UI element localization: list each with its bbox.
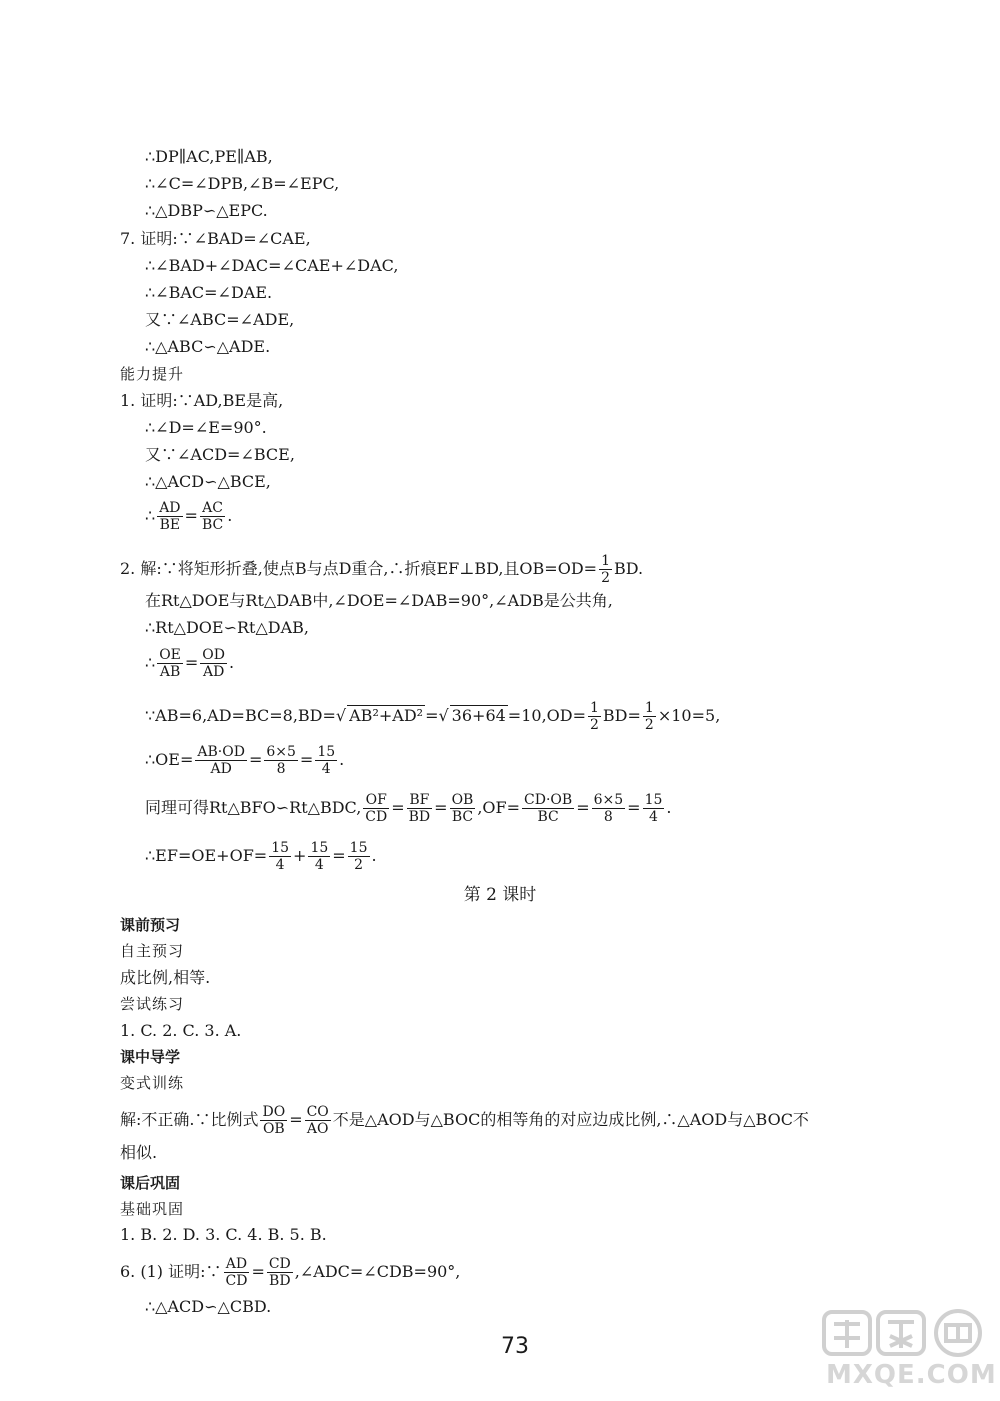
fraction: $\frac{15}{4}$ (271, 840, 290, 873)
lesson-title: 第 2 课时 (463, 885, 537, 905)
fraction: $\frac{1}{2}$ (644, 700, 654, 733)
square-root: AB²+AD² (349, 706, 424, 725)
fraction: $\frac{15}{4}$ (310, 840, 329, 873)
formula-line: ∴ $\frac{AD}{BE}$ = $\frac{AC}{BC}$ . (145, 500, 233, 533)
formula-line: ∴OE= $\frac{AB\cdot OD}{AD}$ = $\frac{6\times 5}{8}$ = $\frac{15}{4}$ . (145, 744, 345, 777)
text-line: 1. C. 2. C. 3. A. (120, 1021, 242, 1040)
fraction: $\frac{BF}{BD}$ (408, 792, 431, 825)
subsection-label: 基础巩固 (120, 1200, 185, 1218)
text-line: 相似. (120, 1143, 158, 1162)
formula-line: 6. (1) 证明:∵ $\frac{AD}{CD}$ = $\frac{CD}{BD}$ ,∠ADC=∠CDB=90°, (120, 1256, 461, 1289)
fraction: $\frac{DO}{OB}$ (262, 1104, 286, 1137)
fraction: $\frac{CO}{AO}$ (306, 1104, 329, 1137)
fraction: $\frac{AD}{CD}$ (225, 1256, 248, 1289)
text-line: 在Rt△DOE与Rt△DAB中,∠DOE=∠DAB=90°,∠ADB是公共角, (145, 591, 613, 610)
text-line: 1. 证明:∵AD,BE是高, (120, 391, 284, 410)
text-line: ∴∠BAC=∠DAE. (145, 283, 273, 302)
fraction: $\frac{15}{2}$ (349, 840, 368, 873)
fraction: $\frac{1}{2}$ (590, 700, 599, 733)
fraction: $\frac{6\times 5}{8}$ (266, 744, 296, 777)
text-line: 7. 证明:∵∠BAD=∠CAE, (120, 229, 311, 248)
subsection-label: 自主预习 (120, 942, 185, 960)
section-heading: 课中导学 (120, 1048, 181, 1066)
formula-line: ∵AB=6,AD=BC=8,BD=√ AB²+AD² =√ 36+64 =10,OD= $\frac{1}{2}$ BD= $\frac{1}{2}$ ×10=5, (145, 700, 721, 733)
text-line: ∴∠D=∠E=90°. (145, 418, 267, 437)
formula-line: 解:不正确.∵比例式 $\frac{DO}{OB}$ = $\frac{CO}{AO}$ 不是△AOD与△BOC的相等角的对应边成比例,∴△AOD与△BOC不 (120, 1104, 809, 1137)
fraction: $\frac{15}{4}$ (644, 792, 663, 825)
fraction: $\frac{CD}{BD}$ (268, 1256, 291, 1289)
subsection-label: 能力提升 (120, 365, 185, 383)
fraction: $\frac{AB\cdot OD}{AD}$ (197, 744, 245, 777)
square-root: 36+64 (451, 706, 506, 725)
formula-line: ∴ $\frac{OE}{AB}$ = $\frac{OD}{AD}$ . (145, 647, 235, 680)
section-heading: 课前预习 (120, 916, 181, 934)
text-line: ∴△ACD∽△BCE, (145, 472, 271, 491)
formula-line: 同理可得Rt△BFO∽Rt△BDC, $\frac{OF}{CD}$ = $\frac{BF}{BD}$ = $\frac{OB}{BC}$ ,OF= $\frac{CD\cdot OB}{BC}$ = $\frac{6\times 5}{8}$ = $\frac{15}{4}$ . (145, 792, 672, 825)
fraction: $\frac{CD\cdot OB}{BC}$ (524, 792, 573, 825)
text-line: ∴△ABC∽△ADE. (145, 337, 271, 356)
fraction: $\frac{AC}{BC}$ (201, 500, 224, 533)
fraction: $\frac{OE}{AB}$ (159, 647, 181, 680)
fraction: $\frac{1}{2}$ (601, 553, 610, 586)
watermark-logo-icon (822, 1308, 992, 1358)
text-line: ∴△DBP∽△EPC. (145, 201, 268, 220)
formula-line: ∴EF=OE+OF= $\frac{15}{4}$ + $\frac{15}{4}$ = $\frac{15}{2}$ . (145, 840, 377, 873)
text-line: ∴∠BAD+∠DAC=∠CAE+∠DAC, (145, 256, 399, 275)
fraction: $\frac{OB}{BC}$ (451, 792, 474, 825)
watermark-text: MXQE.COM (826, 1360, 997, 1390)
fraction: $\frac{OD}{AD}$ (202, 647, 225, 680)
text-line: ∴Rt△DOE∽Rt△DAB, (145, 618, 309, 637)
text-line: 1. B. 2. D. 3. C. 4. B. 5. B. (120, 1225, 327, 1244)
section-heading: 课后巩固 (120, 1174, 181, 1192)
text-line: ∴DP∥AC,PE∥AB, (145, 147, 273, 166)
watermark (822, 1308, 997, 1393)
text-line: 又∵∠ABC=∠ADE, (145, 310, 295, 329)
text-line: 成比例,相等. (120, 968, 211, 987)
fraction: $\frac{AD}{BE}$ (159, 500, 181, 533)
text-line: 又∵∠ACD=∠BCE, (145, 445, 295, 464)
subsection-label: 变式训练 (120, 1074, 185, 1092)
formula-line: 2. 解:∵将矩形折叠,使点B与点D重合,∴折痕EF⊥BD,且OB=OD= $\frac{1}{2}$ BD. (120, 553, 644, 586)
fraction: $\frac{15}{4}$ (317, 744, 336, 777)
page-number: 73 (501, 1334, 529, 1359)
fraction: $\frac{6\times 5}{8}$ (593, 792, 624, 825)
subsection-label: 尝试练习 (120, 995, 185, 1013)
text-line: ∴△ACD∽△CBD. (145, 1297, 272, 1316)
text-line: ∴∠C=∠DPB,∠B=∠EPC, (145, 174, 340, 193)
fraction: $\frac{OF}{CD}$ (365, 792, 388, 825)
